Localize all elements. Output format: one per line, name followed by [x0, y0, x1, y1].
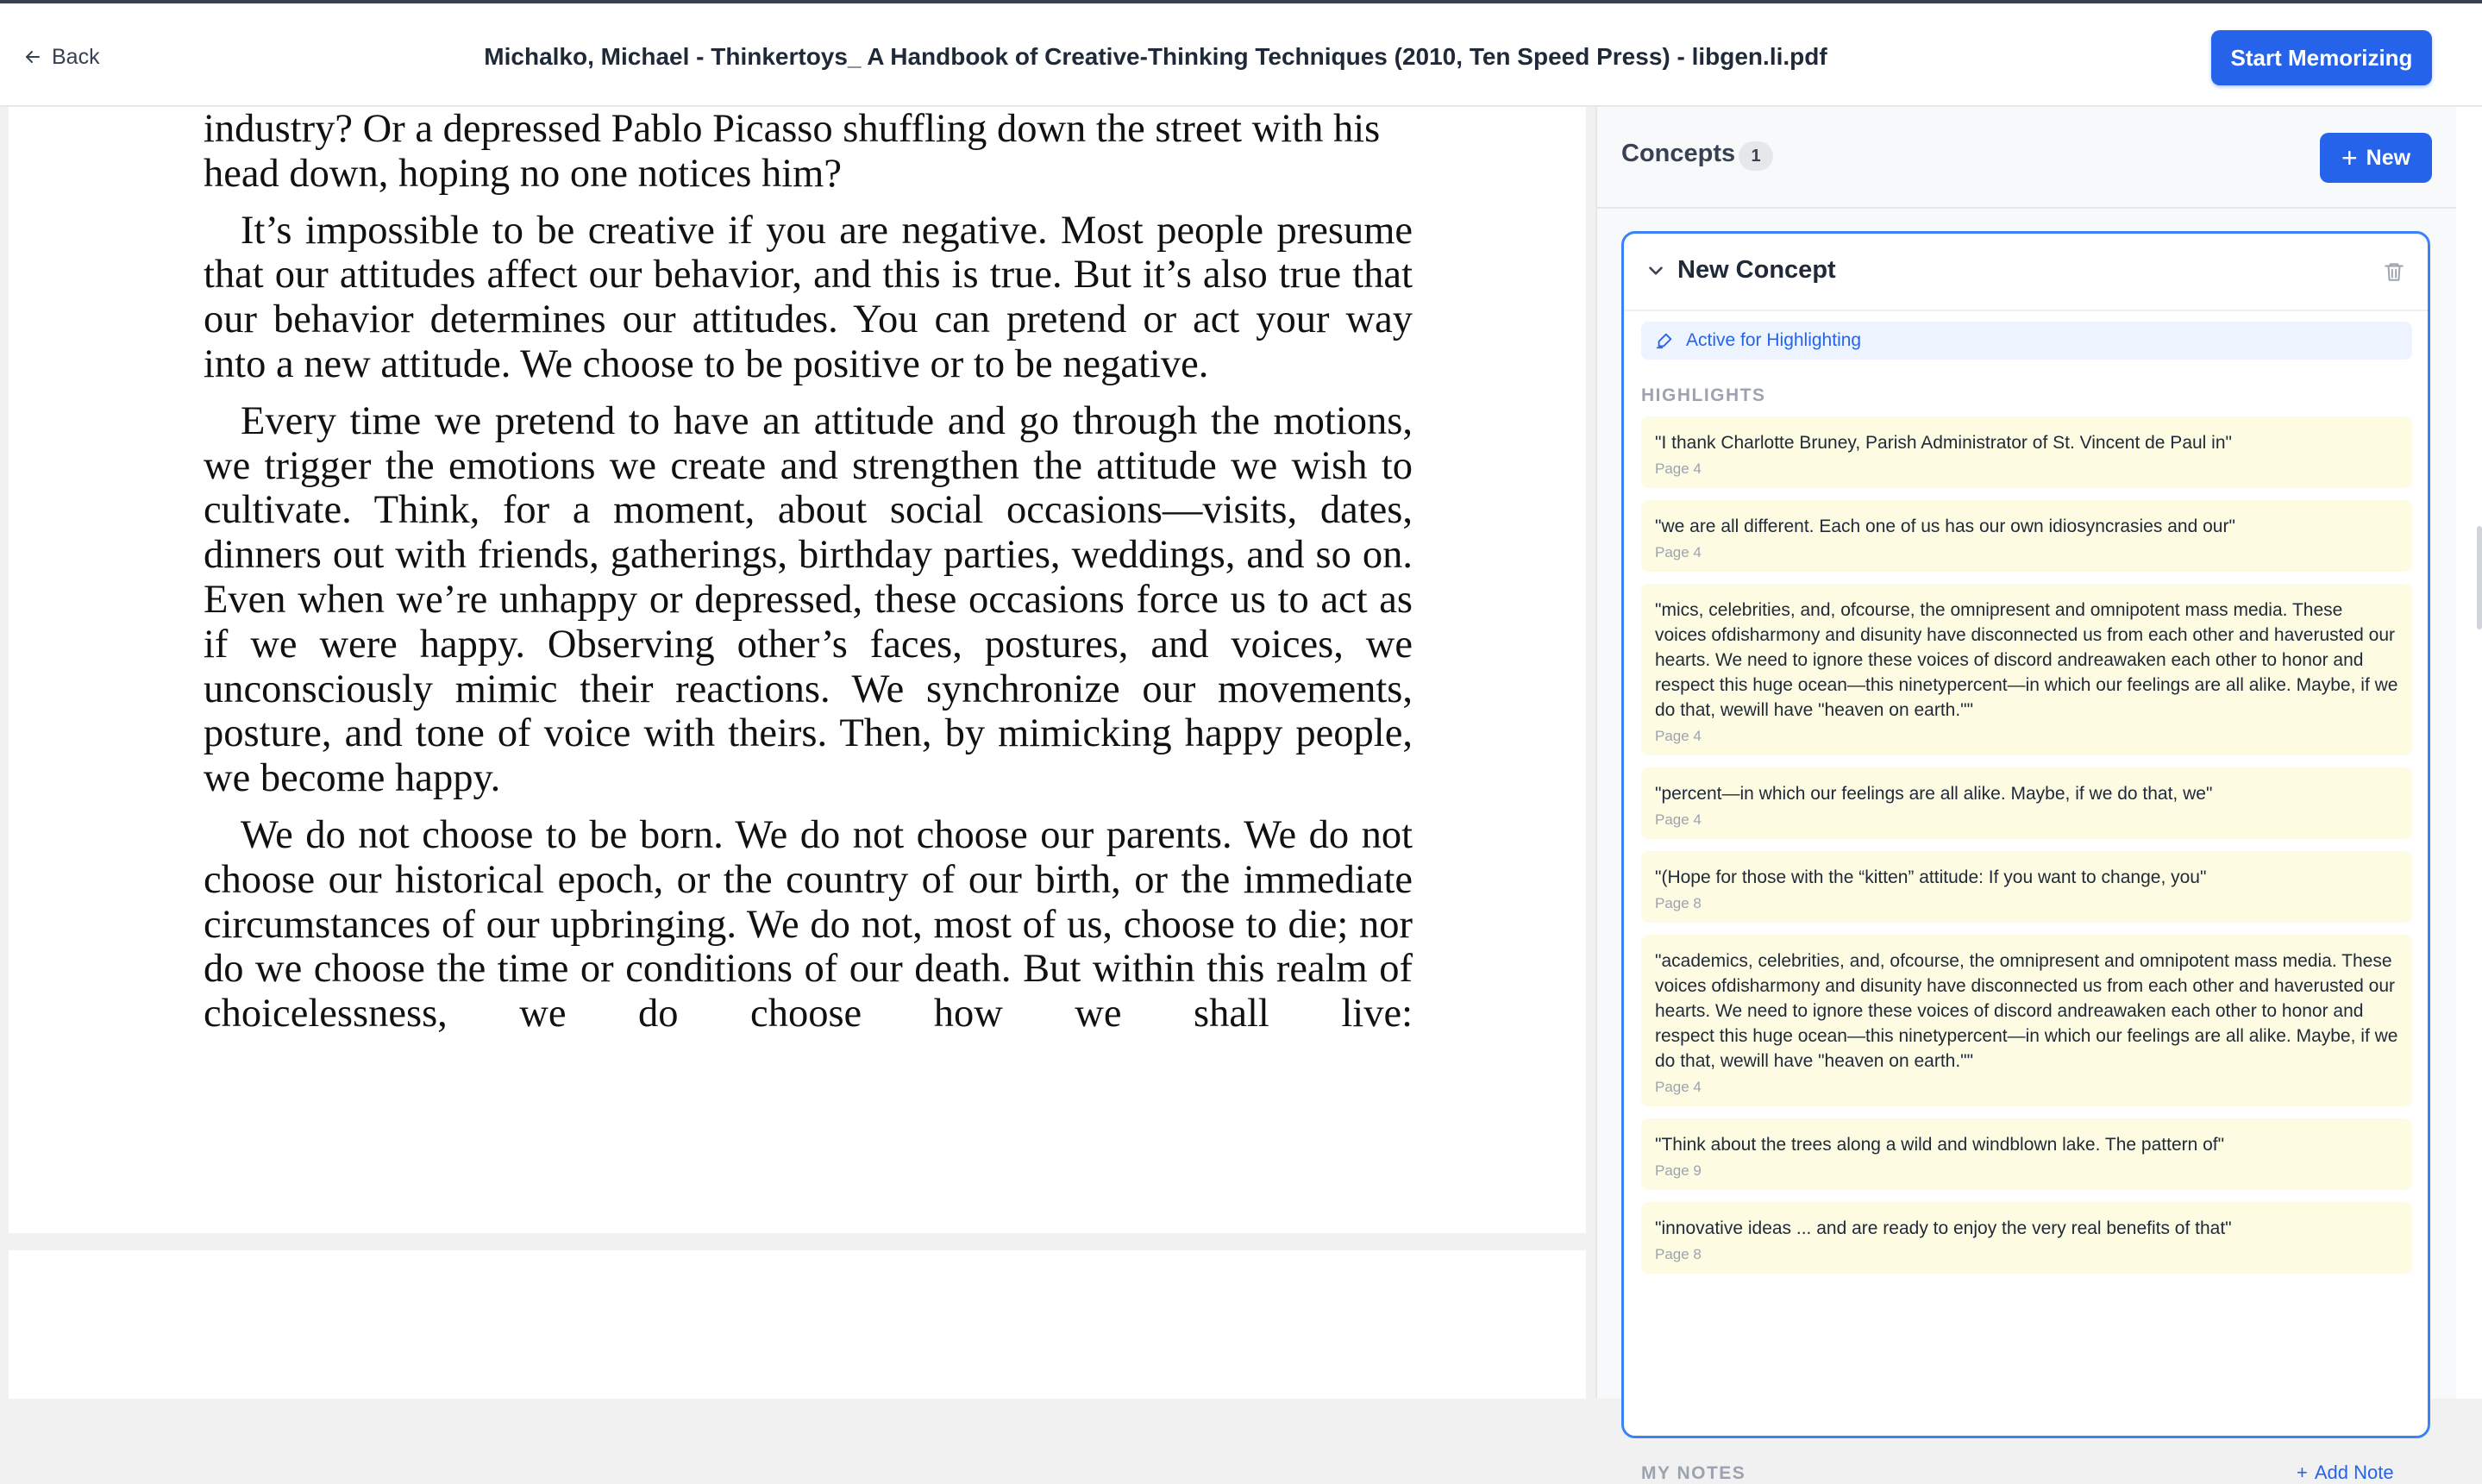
concept-card-header[interactable]: [1624, 234, 2428, 311]
concepts-sidebar: [1597, 107, 2482, 1483]
active-highlighting-toggle[interactable]: [1641, 322, 2412, 360]
highlight-page: Page 9: [1655, 1162, 1702, 1179]
add-note-label: Add Note: [2314, 1462, 2394, 1483]
highlight-item[interactable]: [1641, 584, 2412, 755]
highlight-text: "Think about the trees along a wild and windblown lake. The pattern of": [1655, 1135, 2225, 1155]
concepts-title: Concepts: [1621, 140, 1736, 167]
highlight-page: Page 4: [1655, 728, 1702, 744]
back-button[interactable]: [22, 40, 100, 74]
highlight-page: Page 4: [1655, 1079, 1702, 1095]
highlight-page: Page 4: [1655, 544, 1702, 560]
concepts-count-badge: 1: [1739, 141, 1773, 171]
document-title: Michalko, Michael - Thinkertoys_ A Handbook of Creative-Thinking Techniques (2010, Ten Speed Press) - libgen.li.pdf: [484, 43, 1827, 70]
pdf-page: [9, 107, 1586, 1233]
pdf-next-page: [9, 1250, 1586, 1399]
back-label: Back: [52, 44, 100, 69]
pdf-paragraph: It’s impossible to be creative if you are negative. Most people presume that our attitudes affect our behavior, and this is true. But it’s also true that our behavior determines our attitudes. You can pretend or act your way into a new attitude. We choose to be positive or to be negative.: [204, 208, 1413, 386]
concepts-header: [1597, 107, 2460, 209]
scrollbar-track[interactable]: [2456, 107, 2482, 1399]
pdf-page-text: [204, 107, 1413, 1049]
highlight-text: "percent—in which our feelings are all alike. Maybe, if we do that, we": [1655, 784, 2213, 804]
arrow-left-icon: [22, 47, 43, 67]
highlight-page: Page 8: [1655, 1246, 1702, 1262]
chevron-down-icon[interactable]: [1645, 260, 1667, 282]
highlight-text: "mics, celebrities, and, ofcourse, the omnipresent and omnipotent mass media. These voices ofdisharmony and disunity have disconnected us from each other and haverusted our hearts. We need to ignore these voices of discord andreawaken each other to honor and respect this huge ocean—this ninetypercent—in which our feelings are all alike. Maybe, if we do that, wewill have "heaven on earth."": [1655, 600, 2398, 720]
highlight-text: "(Hope for those with the “kitten” attitude: If you want to change, you": [1655, 867, 2207, 887]
highlight-text: "academics, celebrities, and, ofcourse, the omnipresent and omnipotent mass media. These voices ofdisharmony and disunity have disconnected us from each other and haverusted our hearts. We need to ignore these voices of discord andreawaken each other to honor and respect this huge ocean—this ninetypercent—in which our feelings are all alike. Maybe, if we do that, wewill have "heaven on earth."": [1655, 951, 2398, 1071]
new-concept-button[interactable]: [2320, 133, 2432, 183]
highlight-item[interactable]: [1641, 1202, 2412, 1274]
pdf-viewer[interactable]: [0, 107, 1595, 1399]
trash-icon[interactable]: [2383, 260, 2405, 284]
new-concept-label: New: [2366, 145, 2411, 170]
highlight-text: "innovative ideas ... and are ready to enjoy the very real benefits of that": [1655, 1218, 2232, 1238]
start-memorizing-button[interactable]: Start Memorizing: [2211, 30, 2432, 85]
highlight-item[interactable]: [1641, 935, 2412, 1106]
active-highlighting-label: Active for Highlighting: [1686, 330, 1862, 350]
scrollbar-thumb[interactable]: [2477, 526, 2482, 629]
plus-icon: +: [2341, 142, 2358, 173]
highlight-item[interactable]: [1641, 851, 2412, 923]
pdf-paragraph: Every time we pretend to have an attitude and go through the motions, we trigger the emotions we create and strengthen the attitude we wish to cultivate. Think, for a moment, about social occasions—visits, dates, dinners out with friends, gatherings, birthday parties, weddings, and so on. Even when we’re unhappy or depressed, these occasions force us to act as if we were happy. Observing other’s faces, postures, and voices, we unconsciously mimic their reactions. We synchronize our movements, posture, and tone of voice with theirs. Then, by mimicking happy people, we become happy.: [204, 398, 1413, 801]
highlight-text: "we are all different. Each one of us has our own idiosyncrasies and our": [1655, 517, 2235, 536]
highlight-item[interactable]: [1641, 500, 2412, 572]
top-bar: [0, 0, 2482, 107]
highlight-page: Page 4: [1655, 460, 1702, 477]
add-note-button[interactable]: [2297, 1462, 2394, 1484]
plus-icon: +: [2297, 1462, 2308, 1483]
concept-card[interactable]: [1621, 231, 2430, 1483]
highlight-page: Page 4: [1655, 811, 1702, 828]
pdf-paragraph: We do not choose to be born. We do not choose our parents. We do not choose our historical epoch, or the country of our birth, or the immediate circumstances of our upbringing. We do not, most of us, choose to die; nor do we choose the time or conditions of our death. But within this realm of choicelessness, we do choose how we shall live:: [204, 812, 1413, 1036]
pdf-paragraph: industry? Or a depressed Pablo Picasso shuffling down the street with his head down, hoping no one notices him?: [204, 107, 1381, 196]
highlight-item[interactable]: [1641, 767, 2412, 839]
highlight-item[interactable]: [1641, 1118, 2412, 1190]
highlight-page: Page 8: [1655, 895, 1702, 911]
highlight-item[interactable]: [1641, 416, 2412, 488]
highlights-list: [1641, 416, 2412, 1286]
my-notes-label: MY NOTES: [1641, 1463, 1746, 1483]
highlighter-icon: [1655, 331, 1674, 350]
concept-name[interactable]: New Concept: [1677, 256, 1836, 284]
highlights-label: HIGHLIGHTS: [1641, 385, 1766, 405]
highlight-text: "I thank Charlotte Bruney, Parish Administrator of St. Vincent de Paul in": [1655, 433, 2232, 453]
